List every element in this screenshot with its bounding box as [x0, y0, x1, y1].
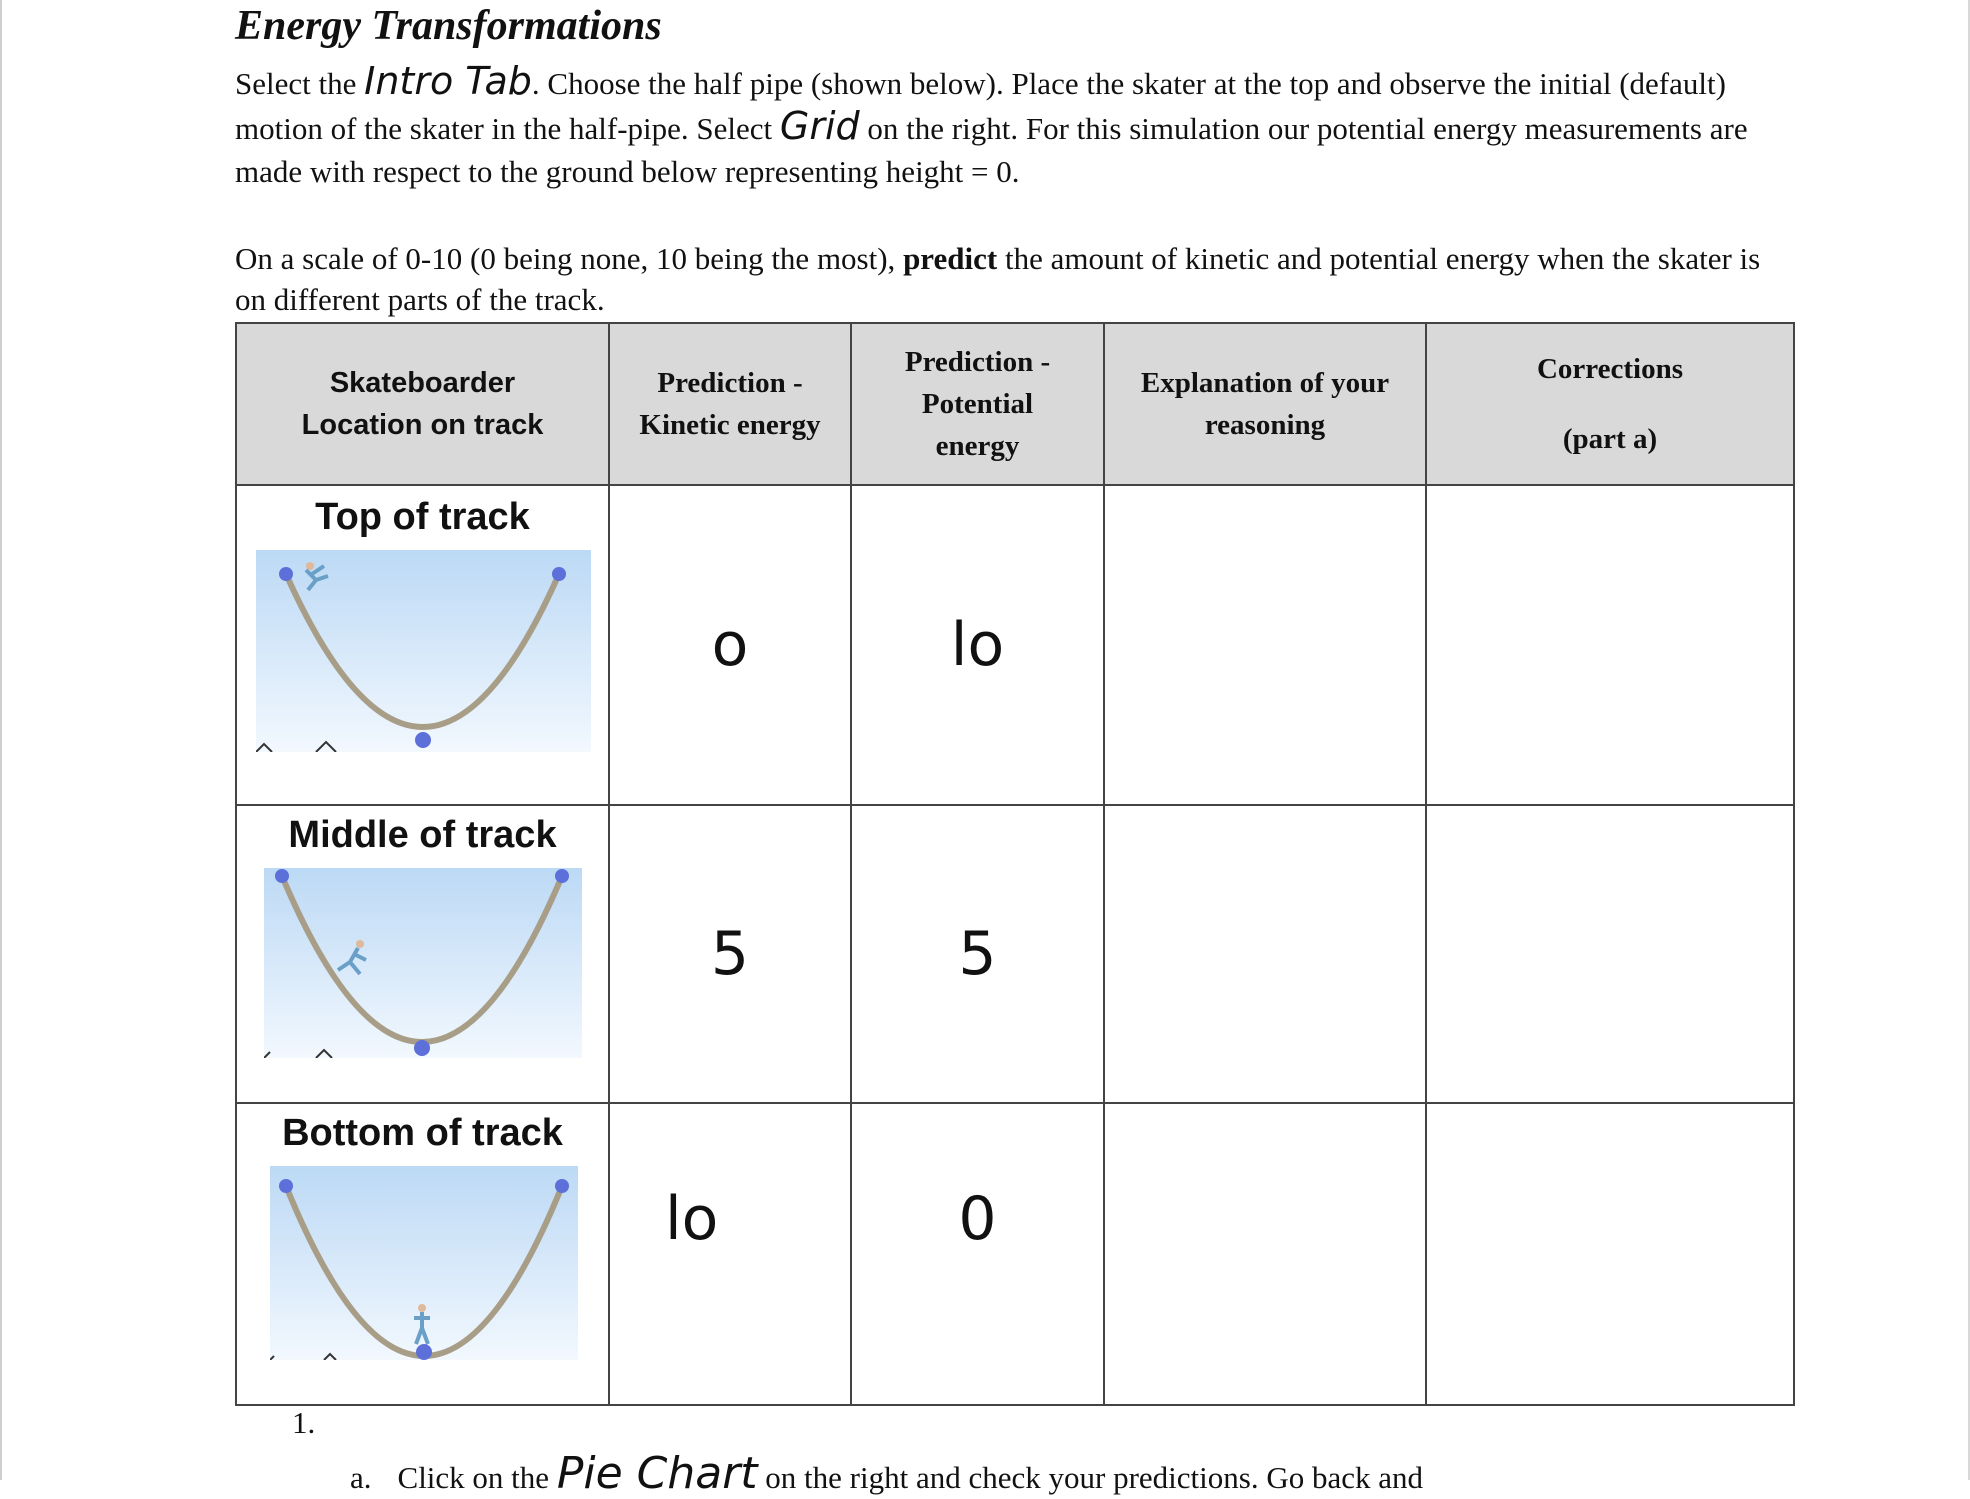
row-label-top: Top of track [315, 496, 530, 538]
location-cell [236, 805, 609, 1103]
table-row [236, 1103, 1794, 1405]
location-cell [236, 485, 609, 805]
potential-prediction[interactable]: lo [851, 485, 1104, 805]
header-kinetic-line2: Kinetic energy [639, 409, 821, 441]
prediction-table [235, 322, 1795, 1406]
header-location-line1: Skateboarder [329, 367, 516, 399]
explanation-cell[interactable] [1104, 1103, 1426, 1405]
header-kinetic-line1: Prediction - [657, 367, 803, 399]
kinetic-prediction[interactable]: lo [609, 1103, 851, 1405]
header-explanation-line1: Explanation of your [1140, 367, 1390, 399]
track-image-bottom [270, 1166, 578, 1360]
table-header-row [236, 323, 1794, 485]
kinetic-prediction[interactable]: o [609, 485, 851, 805]
kinetic-prediction[interactable]: 5 [609, 805, 851, 1103]
corrections-cell[interactable] [1426, 805, 1794, 1103]
location-cell [236, 1103, 609, 1405]
part-a-letter: a. [350, 1460, 372, 1495]
header-explanation-line2: reasoning [1204, 409, 1326, 441]
row-label-bottom: Bottom of track [282, 1112, 563, 1154]
header-location-line2: Location on track [301, 409, 544, 441]
intro-text-2: . Choose the half pipe (shown below). Place the skater at the top and observe the initial (default) motion of the skater in the half-pipe. Select [235, 66, 1726, 146]
header-explanation [1104, 323, 1426, 485]
intro-text-1: Select the [235, 66, 365, 101]
part-a-line [350, 1448, 1423, 1499]
header-potential-line2: Potential [921, 388, 1034, 420]
header-potential-line3: energy [935, 430, 1020, 462]
page-edge-left [0, 0, 2, 1480]
intro-text-3: on the right. For this simulation our potential energy measurements are made with respect to the ground below representing height = 0. [235, 111, 1748, 189]
list-number: 1. [292, 1405, 316, 1440]
row-label-middle: Middle of track [288, 814, 557, 856]
corrections-cell[interactable] [1426, 1103, 1794, 1405]
track-image-top [256, 550, 591, 752]
predict-term: predict [903, 241, 998, 276]
header-potential [851, 323, 1104, 485]
explanation-cell[interactable] [1104, 485, 1426, 805]
corrections-cell[interactable] [1426, 485, 1794, 805]
page-title: Energy Transformations [235, 3, 662, 49]
header-potential-line1: Prediction - [904, 346, 1051, 378]
scale-prompt-paragraph [235, 238, 1765, 320]
grid-term: Grid [779, 104, 860, 148]
potential-prediction[interactable]: 0 [851, 1103, 1104, 1405]
pie-chart-term: Pie Chart [556, 1448, 758, 1499]
header-corrections [1426, 323, 1794, 485]
header-kinetic [609, 323, 851, 485]
header-location [236, 323, 609, 485]
table-row [236, 805, 1794, 1103]
track-image-middle [264, 868, 582, 1058]
header-corrections-line2: (part a) [1562, 423, 1658, 455]
potential-prediction[interactable]: 5 [851, 805, 1104, 1103]
explanation-cell[interactable] [1104, 805, 1426, 1103]
header-corrections-line1: Corrections [1536, 353, 1684, 385]
table-row [236, 485, 1794, 805]
scale-text-1: On a scale of 0-10 (0 being none, 10 being the most), [235, 241, 904, 276]
intro-paragraph [235, 60, 1765, 193]
scale-text-2: the amount of kinetic and potential energy when the skater is on different parts of the track. [235, 241, 1761, 317]
intro-tab-term: Intro Tab [364, 59, 532, 103]
part-a-text-1: Click on the [397, 1460, 557, 1495]
part-a-text-2: on the right and check your predictions. Go back and [757, 1460, 1423, 1495]
